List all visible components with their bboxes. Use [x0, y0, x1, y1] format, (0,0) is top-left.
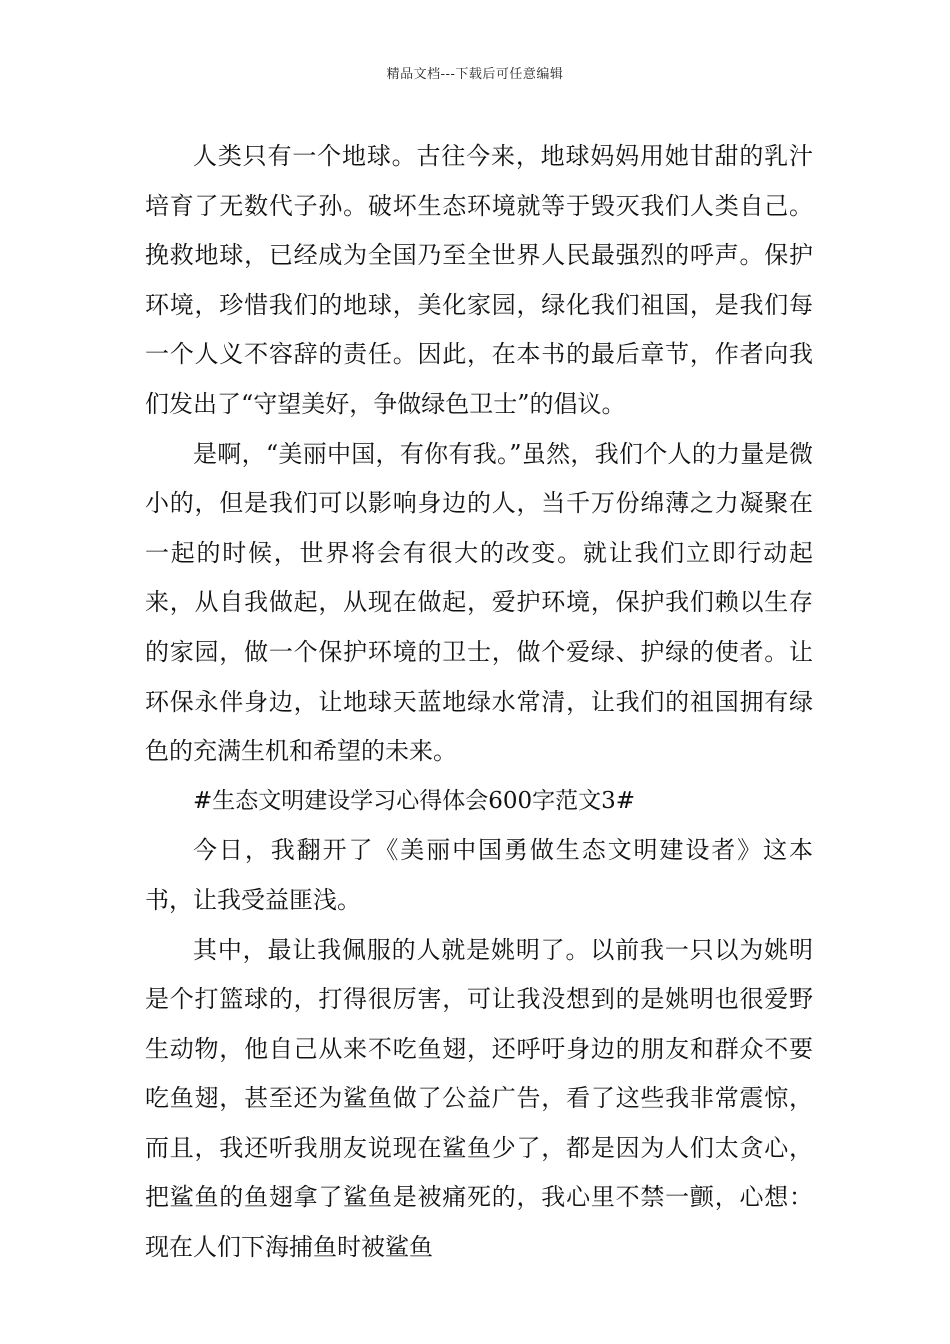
paragraph-4: 其中，最让我佩服的人就是姚明了。以前我一只以为姚明是个打篮球的，打得很厉害，可让我没想到的是姚明也很爱野生动物，他自己从来不吃鱼翅，还呼吁身边的朋友和群众不要吃鱼翅，甚至还为鲨鱼做了公益广告，看了这些我非常震惊，而且，我还听我朋友说现在鲨鱼少了，都是因为人们太贪心，把鲨鱼的鱼翅拿了鲨鱼是被痛死的，我心里不禁一颤，心想：现在人们下海捕鱼时被鲨鱼: [145, 935, 813, 1262]
page-header: 精品文档---下载后可任意编辑: [386, 67, 564, 82]
paragraph-2: 是啊，“美丽中国，有你有我。”虽然，我们个人的力量是微小的，但是我们可以影响身边的人，当千万份绵薄之力凝聚在一起的时候，世界将会有很大的改变。就让我们立即行动起来，从自我做起，从现在做起，爱护环境，保护我们赖以生存的家园，做一个保护环境的卫士，做个爱绿、护绿的使者。让环保永伴身边，让地球天蓝地绿水常清，让我们的祖国拥有绿色的充满生机和希望的未来。: [145, 439, 813, 766]
paragraph-1: 人类只有一个地球。古往今来，地球妈妈用她甘甜的乳汁培育了无数代子孙。破坏生态环境就等于毁灭我们人类自己。挽救地球，已经成为全国乃至全世界人民最强烈的呼声。保护环境，珍惜我们的地球，美化家园，绿化我们祖国，是我们每一个人义不容辞的责任。因此，在本书的最后章节，作者向我们发出了“守望美好，争做绿色卫士”的倡议。: [145, 142, 813, 418]
section-heading: #生态文明建设学习心得体会600字范文3#: [193, 787, 636, 814]
paragraph-3: 今日，我翻开了《美丽中国勇做生态文明建设者》这本书，让我受益匪浅。: [145, 836, 813, 914]
document-body: [145, 132, 813, 1273]
